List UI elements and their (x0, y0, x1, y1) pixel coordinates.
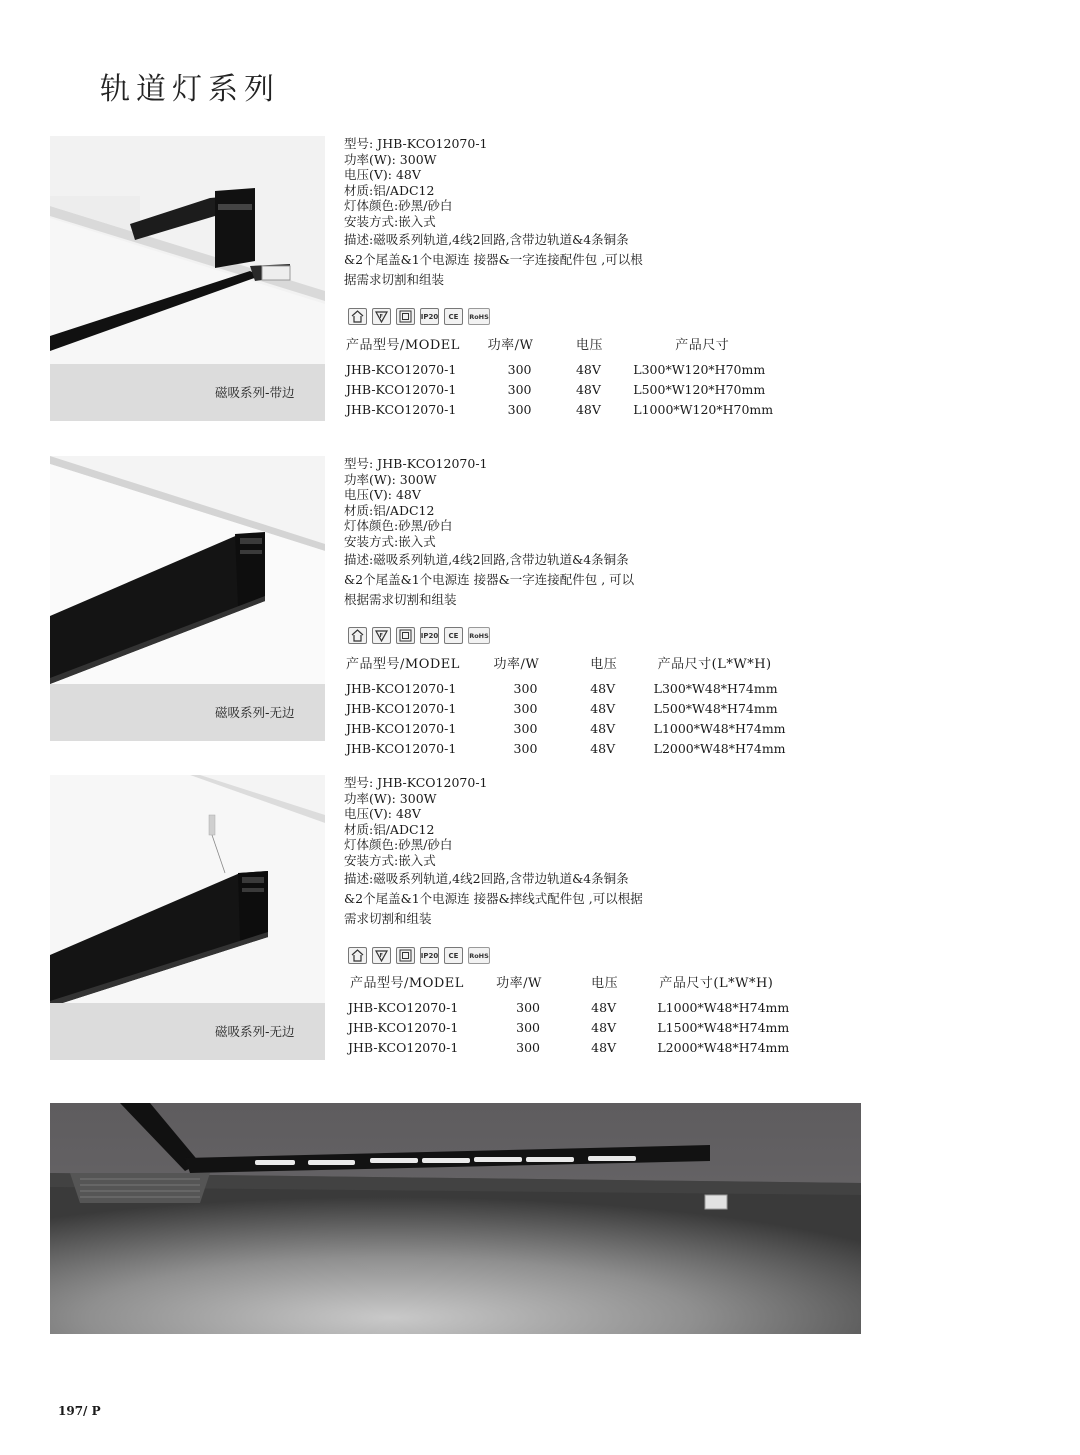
col-header-size: 产品尺寸(L*W*H) (659, 976, 774, 991)
spec-table (342, 653, 850, 758)
ip20-icon: IP20 (420, 947, 439, 964)
product-caption: 磁吸系列-无边 (215, 1024, 295, 1039)
spec-material: 材质:铝/ADC12 (344, 182, 435, 198)
cell-voltage: 48V (591, 999, 617, 1015)
col-header-size: 产品尺寸(L*W*H) (657, 657, 772, 672)
rohs-icon: RoHS (468, 947, 490, 964)
svg-text:F: F (379, 953, 383, 959)
col-header-voltage: 电压 (575, 338, 603, 353)
table-row (342, 359, 850, 379)
spec-description-line: 描述:磁吸系列轨道,4线2回路,含带边轨道&4条铜条 (344, 871, 629, 886)
cell-power: 300 (516, 999, 540, 1015)
cell-voltage: 48V (591, 1039, 617, 1055)
product-section-2 (50, 456, 850, 756)
table-row (342, 379, 850, 399)
spec-install: 安装方式:嵌入式 (344, 213, 436, 229)
spec-description-line: &2个尾盖&1个电源连 接器&一字连接配件包 , 可以 (344, 572, 635, 587)
spec-material: 材质:铝/ADC12 (344, 821, 435, 837)
spec-voltage: 电压(V): 48V (344, 806, 421, 821)
track-light-recessed-edge-image (50, 136, 325, 421)
product-caption: 磁吸系列-无边 (215, 705, 295, 720)
rohs-icon: RoHS (468, 308, 490, 325)
table-row (342, 399, 850, 419)
ce-icon: CE (444, 947, 463, 964)
cell-size: L2000*W48*H74mm (653, 740, 786, 756)
spec-description-line: 据需求切割和组装 (344, 272, 445, 287)
spec-block (344, 456, 634, 609)
class-ii-icon (396, 627, 415, 644)
spec-description-line: 描述:磁吸系列轨道,4线2回路,含带边轨道&4条铜条 (344, 552, 629, 567)
spec-description-line: 描述:磁吸系列轨道,4线2回路,含带边轨道&4条铜条 (344, 232, 629, 247)
spec-table (342, 334, 850, 419)
ip20-icon: IP20 (420, 308, 439, 325)
spec-power: 功率(W): 300W (344, 790, 437, 806)
cell-size: L1000*W120*H70mm (633, 401, 774, 417)
spec-color: 灯体颜色:砂黑/砂白 (344, 837, 453, 852)
spec-voltage: 电压(V): 48V (344, 487, 421, 502)
cell-model: JHB-KCO12070-1 (346, 700, 457, 716)
cell-model: JHB-KCO12070-1 (348, 999, 459, 1015)
class-ii-icon (396, 308, 415, 325)
track-light-trimless-image (50, 456, 325, 741)
col-header-power: 功率/W (496, 976, 542, 991)
indoor-icon (348, 947, 367, 964)
spec-color: 灯体颜色:砂黑/砂白 (344, 198, 453, 213)
cell-model: JHB-KCO12070-1 (346, 680, 457, 696)
table-row (342, 997, 850, 1017)
cell-voltage: 48V (575, 401, 601, 417)
page-number: 197/ P (58, 1404, 101, 1418)
product-photo (50, 775, 325, 1060)
table-row (342, 1017, 850, 1037)
cell-size: L1000*W48*H74mm (657, 999, 790, 1015)
cell-power: 300 (513, 700, 538, 716)
spec-description-line: &2个尾盖&1个电源连 接器&一字连接配件包 ,可以根 (344, 252, 643, 267)
ip20-icon: IP20 (420, 627, 439, 644)
col-header-size: 产品尺寸 (675, 338, 730, 353)
spec-description-line: 需求切割和组装 (344, 911, 432, 926)
rohs-icon: RoHS (468, 627, 490, 644)
product-section-1 (50, 136, 850, 421)
cell-size: L1000*W48*H74mm (653, 720, 786, 736)
spec-power: 功率(W): 300W (344, 151, 437, 167)
f-mark-icon (372, 308, 391, 325)
page-title: 轨道灯系列 (100, 72, 280, 107)
cell-voltage: 48V (590, 720, 616, 736)
cell-power: 300 (513, 740, 538, 756)
spec-install: 安装方式:嵌入式 (344, 533, 436, 549)
ceiling-track-light-scene (50, 1103, 861, 1334)
cell-model: JHB-KCO12070-1 (348, 1039, 459, 1055)
col-header-voltage: 电压 (590, 657, 618, 672)
cell-size: L1500*W48*H74mm (657, 1019, 790, 1035)
spec-model: 型号: JHB-KCO12070-1 (344, 136, 488, 151)
certification-row (348, 308, 490, 325)
spec-table (342, 972, 850, 1057)
col-header-model: 产品型号/MODEL (346, 657, 460, 672)
product-photo (50, 456, 325, 741)
col-header-voltage: 电压 (591, 976, 619, 991)
table-row (342, 678, 850, 698)
spec-description-line: &2个尾盖&1个电源连 接器&摔线式配件包 ,可以根据 (344, 891, 643, 906)
spec-block (344, 136, 643, 289)
col-header-power: 功率/W (493, 657, 540, 672)
cell-power: 300 (513, 720, 538, 736)
svg-text:F: F (379, 314, 383, 320)
table-row (342, 738, 850, 758)
f-mark-icon (372, 947, 391, 964)
spec-model: 型号: JHB-KCO12070-1 (344, 456, 488, 471)
f-mark-icon (372, 627, 391, 644)
cell-size: L300*W120*H70mm (633, 361, 766, 377)
cell-power: 300 (507, 361, 532, 377)
spec-block (344, 775, 643, 928)
certification-row (348, 947, 490, 964)
cell-voltage: 48V (591, 1019, 617, 1035)
cell-power: 300 (516, 1019, 540, 1035)
product-caption: 磁吸系列-带边 (215, 385, 295, 400)
indoor-icon (348, 308, 367, 325)
cell-power: 300 (507, 381, 532, 397)
cell-voltage: 48V (590, 700, 616, 716)
svg-text:F: F (379, 633, 383, 639)
cell-model: JHB-KCO12070-1 (346, 361, 457, 377)
table-row (342, 718, 850, 738)
col-header-power: 功率/W (487, 338, 534, 353)
cell-voltage: 48V (590, 680, 616, 696)
product-section-3 (50, 775, 850, 1060)
table-row (342, 1037, 850, 1057)
cell-voltage: 48V (590, 740, 616, 756)
col-header-model: 产品型号/MODEL (346, 338, 460, 353)
cell-voltage: 48V (575, 381, 601, 397)
cell-power: 300 (507, 401, 532, 417)
spec-install: 安装方式:嵌入式 (344, 852, 436, 868)
ce-icon: CE (444, 308, 463, 325)
spec-description-line: 根据需求切割和组装 (344, 592, 457, 607)
ce-icon: CE (444, 627, 463, 644)
track-light-suspended-image (50, 775, 325, 1060)
col-header-model: 产品型号/MODEL (350, 976, 464, 991)
cell-size: L500*W120*H70mm (633, 381, 766, 397)
spec-voltage: 电压(V): 48V (344, 167, 421, 182)
spec-material: 材质:铝/ADC12 (344, 502, 435, 518)
indoor-icon (348, 627, 367, 644)
certification-row (348, 627, 490, 644)
cell-model: JHB-KCO12070-1 (348, 1019, 459, 1035)
cell-size: L500*W48*H74mm (653, 700, 778, 716)
class-ii-icon (396, 947, 415, 964)
cell-model: JHB-KCO12070-1 (346, 381, 457, 397)
installation-photo (50, 1103, 861, 1334)
product-photo (50, 136, 325, 421)
cell-model: JHB-KCO12070-1 (346, 720, 457, 736)
spec-model: 型号: JHB-KCO12070-1 (344, 775, 488, 790)
cell-power: 300 (516, 1039, 540, 1055)
table-row (342, 698, 850, 718)
cell-size: L300*W48*H74mm (653, 680, 778, 696)
cell-power: 300 (513, 680, 538, 696)
cell-voltage: 48V (575, 361, 601, 377)
cell-model: JHB-KCO12070-1 (346, 740, 457, 756)
cell-model: JHB-KCO12070-1 (346, 401, 457, 417)
spec-power: 功率(W): 300W (344, 471, 437, 487)
spec-color: 灯体颜色:砂黑/砂白 (344, 518, 453, 533)
cell-size: L2000*W48*H74mm (657, 1039, 790, 1055)
